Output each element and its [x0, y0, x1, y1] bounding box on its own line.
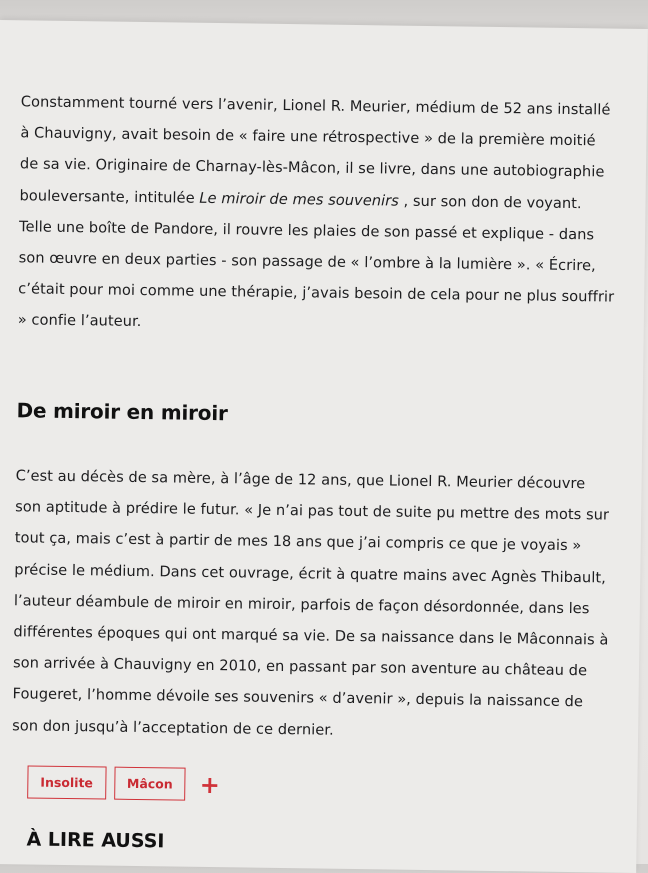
- tag-list: [27, 765, 220, 801]
- book-title: Le miroir de mes souvenirs: [199, 189, 400, 210]
- body-paragraph: C’est au décès de sa mère, à l’âge de 12 ans, que Lionel R. Meurier découvre son aptitude à prédire le futur. « Je n’ai pas tout de suite pu mettre des mots sur tout ça, mais c’est à partir de mes 18 ans que j’ai compris ce que je voyais » précise le médium. Dans cet ouvrage, écrit à quatre mains avec Agnès Thibault, l’auteur déambule de miroir en miroir, parfois de façon désordonnée, dans les différentes époques qui ont marqué sa vie. De sa naissance dans le Mâconnais à son arrivée à Chauvigny en 2010, en passant par son aventure au château de Fougeret, l’homme dévoile ses souvenirs « d’avenir », depuis la naissance de son don jusqu’à l’acceptation de ce dernier.: [12, 467, 610, 739]
- plus-icon[interactable]: +: [199, 770, 221, 799]
- tag-macon[interactable]: Mâcon: [114, 767, 186, 801]
- intro-text-1: Constamment tourné vers l’avenir, Lionel R. Meurier, médium de 52 ans installé à Chauvigny, avait besoin de « faire une rétrospective » de la première moitié de sa vie. Originaire de Charnay-lès-Mâcon, il se livre, dans une autobiographie bouleversante, intitulée: [19, 93, 611, 207]
- tag-insolite[interactable]: Insolite: [27, 765, 106, 799]
- intro-paragraph: [18, 86, 617, 344]
- read-also-heading: À LIRE AUSSI: [26, 828, 165, 853]
- section-heading: De miroir en miroir: [16, 398, 228, 426]
- article-page: [0, 20, 648, 873]
- intro-text-2: , sur son don de voyant. Telle une boîte de Pandore, il rouvre les plaies de son passé et explique - dans son œuvre en deux parties - son passage de « l’ombre à la lumière ». « Écrire, c’était pour moi comme une thérapie, j’avais besoin de cela pour ne plus souffrir » confie l’auteur.: [17, 192, 615, 331]
